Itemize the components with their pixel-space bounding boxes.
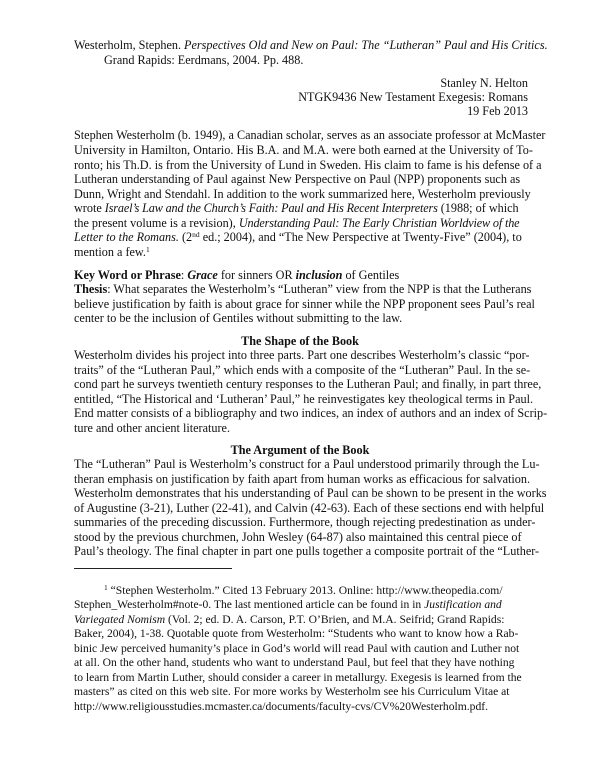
argument-line: Westerholm demonstrates that his understanding of Paul can be shown to be present in the works (74, 486, 547, 500)
footnote-line: to learn from Martin Luther, should consider a career in metallurgy. Exegesis is learned from the (74, 671, 522, 684)
argument-line: stood by the previous churchmen, John Wesley (64-87) also maintained this central piece of (74, 530, 522, 544)
footnote-marker[interactable]: 1 (145, 245, 150, 254)
thesis-line: believe justification by faith is about grace for sinner while the NPP proponent sees Paul’s real (74, 297, 535, 311)
citation-publication: Grand Rapids: Eerdmans, 2004. Pp. 488. (104, 53, 304, 67)
footnote-url[interactable]: http://www.religiousstudies.mcmaster.ca/documents/faculty-cvs/CV%20Westerholm.pdf. (74, 700, 488, 713)
intro-text: (1988; of which (437, 201, 519, 215)
argument-line: of Augustine (3-21), Luther (22-41), and Calvin (42-63). Each of these sections end with helpful (74, 501, 545, 515)
shape-line: Westerholm divides his project into three parts. Part one describes Westerholm’s classic “por- (74, 348, 530, 362)
footnote-line: Baker, 2004), 1-38. Quotable quote from Westerholm: “Students who want to know how a Rab- (74, 627, 519, 640)
author-name: Stanley N. Helton (440, 76, 528, 90)
intro-line: University in Hamilton, Ontario. His B.A. and M.A. were both earned at the University of To- (74, 143, 533, 157)
ordinal-suffix: nd (192, 230, 200, 239)
intro-text: ed.; 2004), and “The New Perspective at Twenty-Five” (2004), to (199, 230, 522, 244)
citation-title: Perspectives Old and New on Paul: The “Lutheran” Paul and His Critics. (184, 38, 548, 52)
citation-line-1 (74, 38, 548, 53)
intro-line: Stephen Westerholm (b. 1949), a Canadian scholar, serves as an associate professor at McMaster (74, 128, 546, 142)
intro-line (74, 216, 519, 231)
footnote-separator (74, 568, 232, 569)
argument-line: theran emphasis on justification by faith apart from human works as efficacious for salvation. (74, 472, 531, 486)
footnote-text: Stephen_Westerholm#note-0. The last mentioned article can be found in in (74, 598, 425, 611)
citation-author: Westerholm, Stephen. (74, 38, 181, 52)
argument-line: The “Lutheran” Paul is Westerholm’s construct for a Paul understood primarily through the Lu- (74, 457, 540, 471)
date: 19 Feb 2013 (467, 104, 528, 118)
footnote-line: binic Jew perceived humanity’s place in God’s world will read Paul with caution and Luther not (74, 642, 520, 655)
thesis-text: : What separates the Westerholm’s “Lutheran” view from the NPP is that the Lutherans (107, 282, 532, 296)
footnote-number: 1 (104, 583, 108, 592)
argument-line: Paul’s theology. The final chapter in part one pulls together a composite portrait of the “Luther- (74, 544, 540, 558)
intro-line: Dunn, Wright and Stendahl. In addition to the work summarized here, Westerholm previously (74, 187, 531, 201)
keyword-text: for sinners OR (217, 268, 296, 282)
thesis-label: Thesis (74, 282, 108, 296)
shape-line: ture and other ancient literature. (74, 421, 230, 435)
section-heading-argument: The Argument of the Book (230, 443, 370, 457)
keyword-text: : (180, 268, 188, 282)
book-title: Justification and (424, 598, 502, 611)
intro-line (74, 201, 519, 216)
book-title: Israel’s Law and the Church’s Faith: Paul and His Recent Interpreters (104, 201, 438, 215)
footnote-line (74, 613, 504, 628)
keyword-grace: Grace (187, 268, 218, 282)
shape-line: traits” of the “Lutheran Paul,” which ends with a composite of the “Lutheran” Paul. In the se- (74, 363, 531, 377)
intro-text: wrote (74, 201, 105, 215)
footnote-line: at all. On the other hand, students who want to understand Paul, but feel that they have nothing (74, 656, 515, 669)
footnote-line (104, 584, 503, 599)
intro-line: Lutheran understanding of Paul against New Perspective on Paul (NPP) proponents such as (74, 172, 521, 186)
footnote-text: (Vol. 2; ed. D. A. Carson, P.T. O’Brien, and M.A. Seifrid; Grand Rapids: (165, 613, 505, 626)
book-title: Understanding Paul: The Early Christian Worldview of the (238, 216, 520, 230)
shape-line: cond part he surveys twentieth century responses to the Lutheran Paul; and finally, in part three, (74, 377, 542, 391)
intro-line: ronto; his Th.D. is from the University of Lund in Sweden. His claim to fame is his defense of a (74, 158, 542, 172)
footnote-line: masters” as cited on this web site. For more works by Westerholm see his Curriculum Vitae at (74, 685, 510, 698)
footnote-line (74, 598, 502, 613)
intro-text: (2 (178, 230, 193, 244)
section-heading-shape: The Shape of the Book (241, 334, 359, 348)
intro-text: mention a few. (74, 245, 146, 259)
thesis-line: center to be the inclusion of Gentiles without submitting to the law. (74, 311, 403, 325)
argument-line: summaries of the preceding discussion. Furthermore, though rejecting predestination as under- (74, 515, 536, 529)
keyword-inclusion: inclusion (295, 268, 343, 282)
keyword-text: of Gentiles (342, 268, 400, 282)
thesis-line (74, 282, 531, 297)
intro-line (74, 245, 150, 260)
intro-line (74, 230, 522, 245)
book-title: Variegated Nomism (74, 613, 166, 626)
footnote-text: “Stephen Westerholm.” Cited 13 February 2013. Online: http://www.theopedia.com/ (107, 584, 503, 597)
course-name: NTGK9436 New Testament Exegesis: Romans (298, 90, 528, 104)
book-title: Letter to the Romans. (74, 230, 179, 244)
shape-line: End matter consists of a bibliography and two indices, an index of authors and an index of Scrip- (74, 406, 548, 420)
shape-line: entitled, “The Historical and ‘Lutheran’ Paul,” he reinvestigates key theological terms in Paul. (74, 392, 534, 406)
intro-text: the present volume is a revision), (74, 216, 239, 230)
keyword-label: Key Word or Phrase (74, 268, 181, 282)
keyword-line (74, 268, 399, 283)
